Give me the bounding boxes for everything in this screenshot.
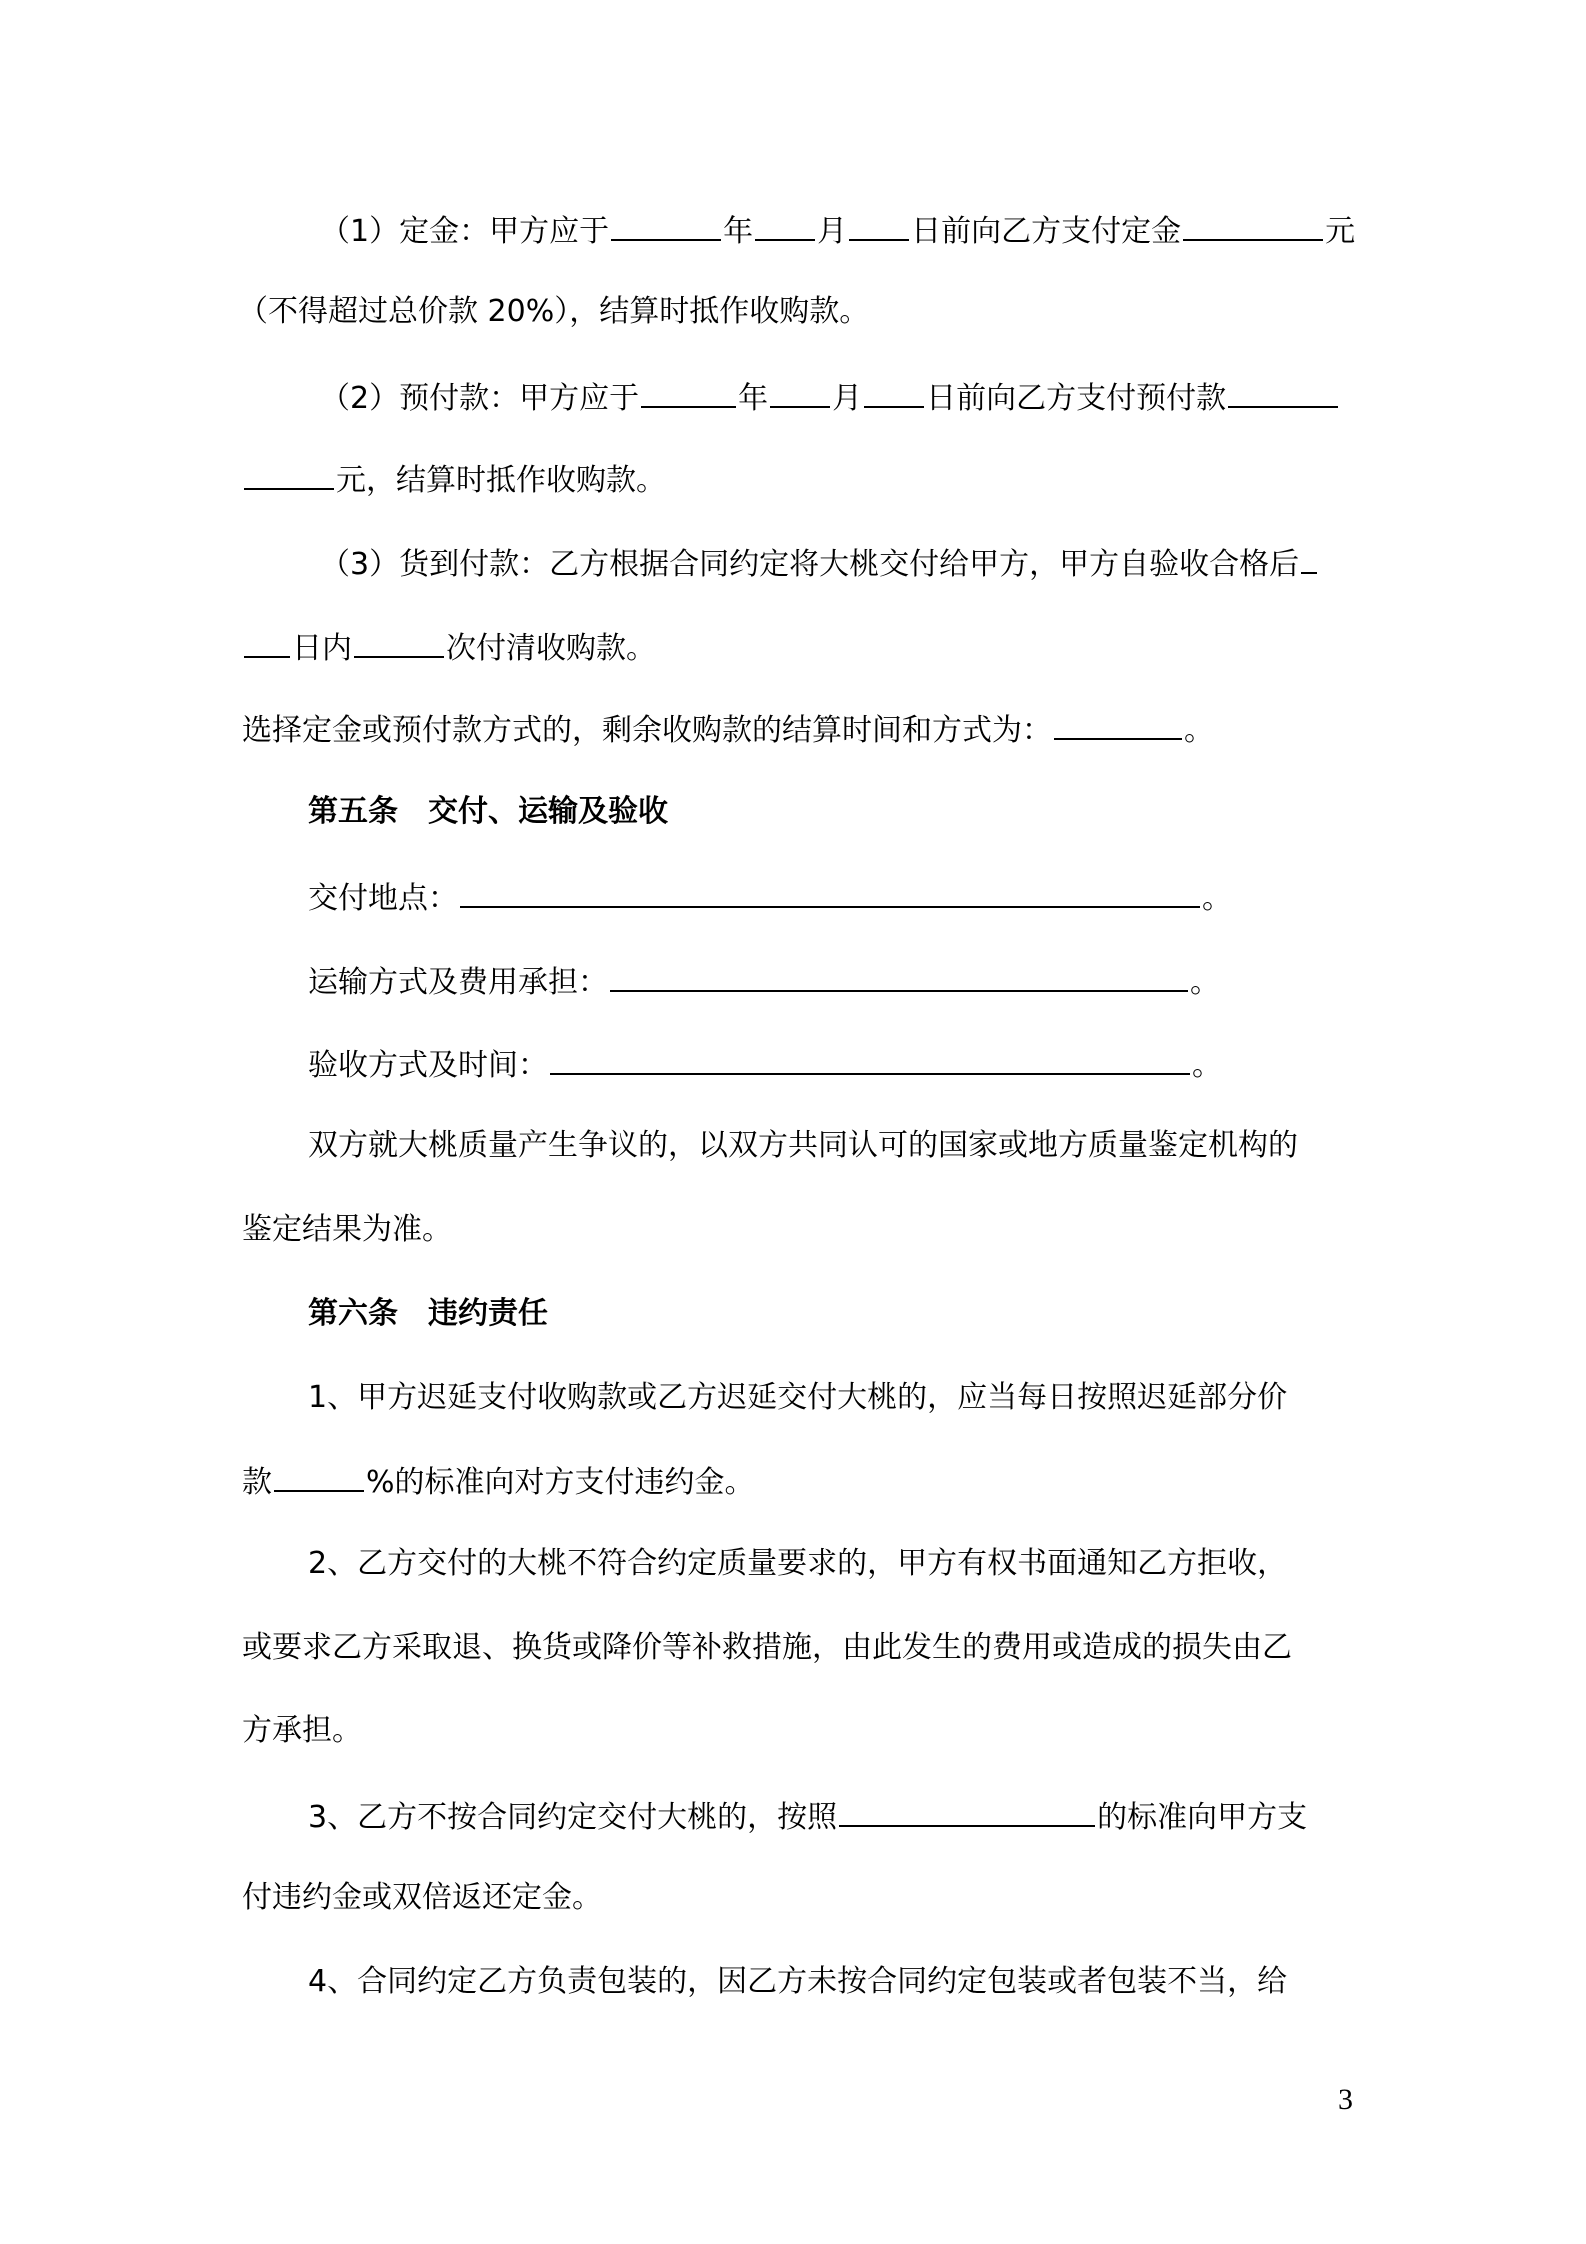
breach-item-2-cont: 或要求乙方采取退、换货或降价等补救措施，由此发生的费用或造成的损失由乙 [242,1630,1292,1665]
acceptance-method: 验收方式及时间： 。 [308,1043,1222,1086]
blank-field [550,1043,1190,1075]
delivery-location: 交付地点： 。 [308,876,1232,919]
breach-item-4: 4、合同约定乙方负责包装的，因乙方未按合同约定包装或者包装不当，给 [308,1964,1288,1999]
dispute-clause: 双方就大桃质量产生争议的，以双方共同认可的国家或地方质量鉴定机构的 [308,1128,1298,1163]
blank-field [1054,708,1182,740]
blank-field [864,376,924,408]
clause-deposit: （1）定金：甲方应于 年 月 日前向乙方支付定金 元 [320,209,1355,252]
transport-method: 运输方式及费用承担： 。 [308,960,1220,1003]
blank-field [460,876,1200,908]
page-number: 3 [1338,2083,1353,2116]
breach-item-1: 1、甲方迟延支付收购款或乙方迟延交付大桃的，应当每日按照迟延部分价 [308,1380,1288,1415]
breach-item-1-cont: 款 %的标准向对方支付违约金。 [242,1460,755,1503]
breach-item-2: 2、乙方交付的大桃不符合约定质量要求的，甲方有权书面通知乙方拒收， [308,1546,1288,1581]
blank-field [611,209,721,241]
blank-field [1228,376,1338,408]
blank-field [770,376,830,408]
blank-field [1301,542,1317,574]
blank-field [610,960,1188,992]
breach-item-3: 3、乙方不按合同约定交付大桃的，按照 的标准向甲方支 [308,1795,1307,1838]
clause-settlement: 选择定金或预付款方式的，剩余收购款的结算时间和方式为： 。 [242,708,1214,751]
blank-field [641,376,736,408]
blank-field [839,1795,1095,1827]
clause-prepayment: （2）预付款：甲方应于 年 月 日前向乙方支付预付款 [320,376,1340,419]
blank-field [274,1460,364,1492]
blank-field [755,209,815,241]
blank-field [244,458,334,490]
dispute-clause-cont: 鉴定结果为准。 [242,1212,452,1247]
blank-field [244,626,290,658]
blank-field [849,209,909,241]
clause-cod-cont: 日内 次付清收购款。 [242,626,656,669]
clause-deposit-note: （不得超过总价款 20%），结算时抵作收购款。 [238,294,870,329]
breach-item-2-end: 方承担。 [242,1713,362,1748]
breach-item-3-cont: 付违约金或双倍返还定金。 [242,1880,602,1915]
clause-cod: （3）货到付款：乙方根据合同约定将大桃交付给甲方，甲方自验收合格后 [320,542,1319,585]
article-6-heading: 第六条 违约责任 [308,1296,548,1331]
blank-field [354,626,444,658]
blank-field [1183,209,1323,241]
article-5-heading: 第五条 交付、运输及验收 [308,794,668,829]
clause-prepayment-cont: 元，结算时抵作收购款。 [242,458,666,501]
